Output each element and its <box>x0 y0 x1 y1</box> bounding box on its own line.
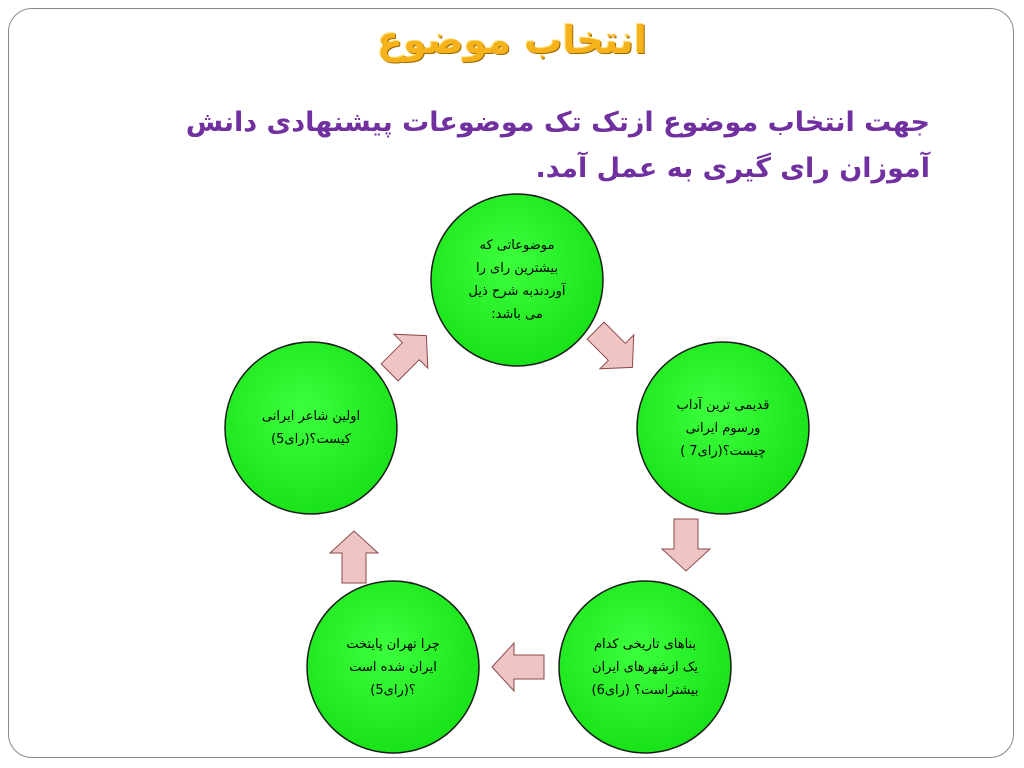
node-text-left: اولین شاعر ایرانی کیست؟(رای5) <box>261 409 361 447</box>
arrow-bottom-right-to-bottom-left <box>492 643 544 691</box>
arrow-left-to-top <box>373 319 444 390</box>
node-text-right: قدیمی ترین آداب ورسوم ایرانی چیست؟(رای7 ) <box>676 397 770 459</box>
node-text-bottom-right: بناهای تاریخی کدام یک ازشهرهای ایران بیشتراست؟ (رای6) <box>591 636 699 698</box>
slide-subtitle: جهت انتخاب موضوع ازتک تک موضوعات پیشنهادی دانش آموزان رای گیری به عمل آمد. <box>185 107 930 184</box>
slide-title: انتخاب موضوع <box>377 18 647 62</box>
node-text-top: موضوعاتی که بیشترین رای را آوردندبه شرح ذیل می باشد: <box>468 238 566 322</box>
arrow-bottom-left-to-left <box>330 531 378 583</box>
node-text-bottom-left: چرا تهران پایتخت ایران شده است ؟(رای5) <box>346 636 440 698</box>
arrow-right-to-bottom-right <box>662 519 710 571</box>
